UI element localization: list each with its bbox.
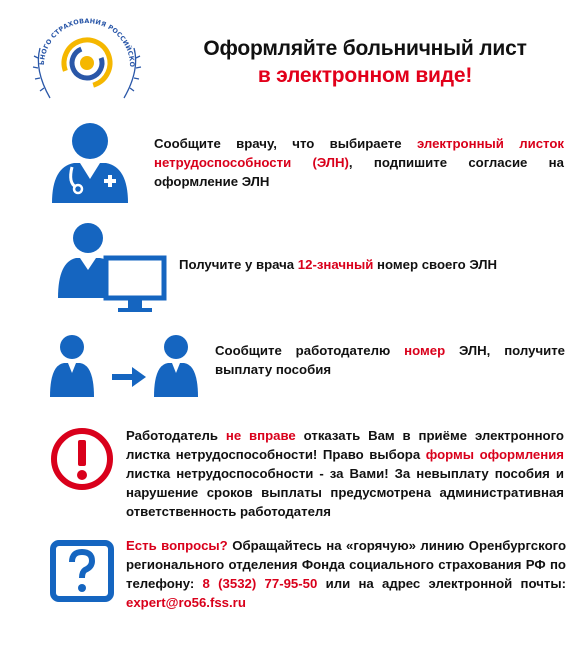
svg-text:ФОНД СОЦИАЛЬНОГО СТРАХОВАНИЯ Р: ЬНОГО СТРАХОВАНИЯ РОССИЙСКО — [37, 16, 137, 68]
doctor-icon — [44, 121, 136, 203]
step-5-text: Есть вопросы? Обращайтесь на «горячую» линию Оренбургского регионального отделения Фонда социального страхования РФ по телефону: 8 (3532) 77-95-50 или на адрес электронной почты: expert@ro56.fss.ru — [126, 538, 567, 610]
step-3-text: Сообщите работодателю номер ЭЛН, получите выплату пособия — [215, 343, 566, 377]
page-title: Оформляйте больничный лист — [203, 37, 527, 60]
email-link[interactable]: expert@ro56.fss.ru — [126, 595, 246, 610]
warning-icon — [50, 427, 114, 491]
step-2-text: Получите у врача 12-значный номер своего ЭЛН — [179, 257, 498, 272]
doctor-computer-icon — [50, 222, 168, 318]
transfer-icon — [50, 333, 200, 397]
step-1-text: Сообщите врачу, что выбираете электронный листок нетрудоспособности (ЭЛН), подпишите согласие на оформление ЭЛН — [154, 136, 564, 189]
step-4-text: Работодатель не вправе отказать Вам в приёме электронного листка нетрудоспособности! Право выбора формы оформления листка нетрудоспособности - за Вами! За невыплату пособия и нарушение сроков выплаты предусмотрена административная ответственность работодателя — [126, 428, 565, 519]
fss-logo — [26, 8, 148, 118]
question-icon — [50, 540, 114, 602]
page-subtitle: в электронном виде! — [257, 64, 473, 87]
